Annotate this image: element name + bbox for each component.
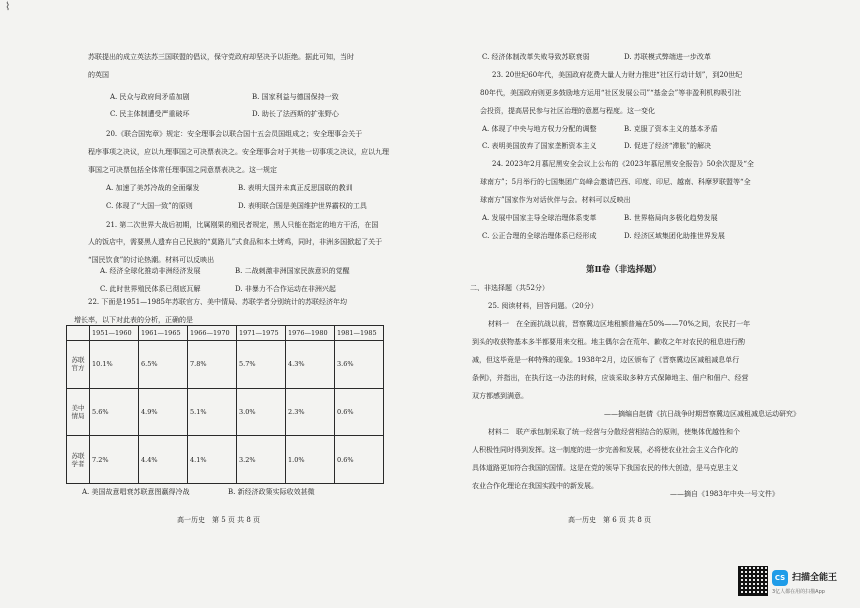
text-line: 球南方”；5月举行的七国集团广岛峰会邀请巴西、印度、印尼、越南、科摩罗联盟等“全: [480, 178, 751, 186]
table-cell: 1.0%: [286, 436, 335, 484]
table-row: [67, 341, 384, 389]
table-cell: 7.8%: [188, 341, 237, 389]
option: A. 民众与政府间矛盾加剧: [110, 93, 190, 101]
table-header: 1981—1985: [335, 326, 384, 341]
row-label: 美中情局: [67, 388, 90, 436]
table-corner: [67, 326, 90, 341]
option: B. 新经济政策实际收效甚微: [228, 488, 315, 496]
scanner-watermark: [738, 566, 856, 602]
table-cell: 2.3%: [286, 388, 335, 436]
growth-rate-table: [66, 325, 384, 484]
material-source: ——摘自《1983年中央一号文件》: [670, 490, 779, 498]
table-cell: 5.1%: [188, 388, 237, 436]
question-25: 25. 阅读材料，回答问题。（20分）: [488, 302, 598, 310]
table-header-row: [67, 326, 384, 341]
row-label: 苏联官方: [67, 341, 90, 389]
option: C. 公正合理的全球治理体系已经形成: [482, 232, 597, 240]
material-source: ——摘编自赵倩《抗日战争时期晋察冀边区减租减息运动研究》: [604, 410, 800, 418]
table-cell: 6.5%: [139, 341, 188, 389]
option: B. 世界格局向多极化趋势发展: [624, 214, 718, 222]
option: A. 加速了美苏冷战的全面爆发: [106, 184, 200, 192]
camscanner-logo-icon: CS: [772, 570, 788, 586]
option: D. 经济区域集团化助推世界发展: [624, 232, 725, 240]
material-line: 到头的收获物基本多半都要用来交租。地主偶尔会在荒年、歉收之年对农民的租息进行酌: [472, 338, 745, 346]
text-line: 80年代，美国政府则更多鼓励地方运用“社区发展公司”“基金会”等非盈利机构吸引社: [480, 89, 742, 97]
table-cell: 0.6%: [335, 436, 384, 484]
option: B. 克服了资本主义的基本矛盾: [624, 125, 718, 133]
question-23: 23. 20世纪60年代，美国政府花费大量人力财力推进“社区行动计划”，到20世纪: [492, 71, 743, 79]
page-footer: 高一历史 第 5 页 共 8 页: [177, 516, 261, 524]
row-label: 苏联学者: [67, 436, 90, 484]
question-21: 21. 第二次世界大战后初期，比属刚果的殖民者规定，黑人只能在指定的地方干活，在国: [106, 221, 379, 229]
material-line: 农业合作化理论在我国实践中的新发展。: [472, 482, 598, 490]
table-cell: 0.6%: [335, 388, 384, 436]
table-header: 1976—1980: [286, 326, 335, 341]
table-cell: 3.6%: [335, 341, 384, 389]
option: A. 体现了中央与地方权力分配的调整: [482, 125, 597, 133]
option: C. 民主体制遭受严重破坏: [110, 110, 190, 118]
text-line: 增长率，以下对此表的分析，正确的是: [74, 316, 193, 324]
question-20: 20.《联合国宪章》规定：安全理事会以联合国十五会员国组成之；安全理事会关于: [106, 130, 363, 138]
table-header: 1971—1975: [237, 326, 286, 341]
table-cell: 10.1%: [90, 341, 139, 389]
option: D. 表明联合国是美国维护世界霸权的工具: [238, 202, 367, 210]
material-line: 双方都感到满意。: [472, 392, 528, 400]
option: A. 发展中国家主导全球治理体系变革: [482, 214, 597, 222]
table-cell: 4.4%: [139, 436, 188, 484]
table-cell: 3.2%: [237, 436, 286, 484]
table-cell: 4.3%: [286, 341, 335, 389]
material-line: 人积极性同时得到发挥。这一制度的进一步完善和发展，必将使农业社会主义合作化的: [472, 446, 738, 454]
text-line: 会投资，提高居民参与社区治理的意愿与程度。这一变化: [480, 107, 655, 115]
text-line: 程序事项之决议，应以九理事国之可决票表决之。安全理事会对于其他一切事项之决议，应以九理: [88, 148, 389, 156]
fold-mark: ⌇: [5, 0, 11, 13]
right-page: [430, 0, 860, 608]
part-label: 二、非选择题（共52分）: [470, 284, 549, 292]
table-cell: 3.0%: [237, 388, 286, 436]
table-cell: 4.1%: [188, 436, 237, 484]
option: C. 此时世界殖民体系已彻底瓦解: [100, 285, 201, 293]
material-line: 减，但这毕竟是一种特殊的现象。1938年2月，边区颁布了《晋察冀边区减租减息单行: [472, 356, 740, 364]
option: C. 体现了“大国一致”的原则: [106, 202, 193, 210]
material-line: 条例》，并指出，在执行这一办法的时候，应该采取多种方式保障地主、佃户和佃户、经营: [472, 374, 749, 382]
option: A. 美国故意唱衰苏联意图赢得冷战: [82, 488, 190, 496]
text-line: “国民饮食”的讨论热潮。材料可以反映出: [88, 256, 215, 264]
table-cell: 5.6%: [90, 388, 139, 436]
option: D. 助长了法西斯的扩张野心: [252, 110, 339, 118]
option: C. 表明美国放弃了国家垄断资本主义: [482, 142, 597, 150]
table-header: 1951—1960: [90, 326, 139, 341]
text-line: 苏联提出的成立英法苏三国联盟的倡议，保守党政府却坚决予以拒绝。据此可知，当时: [88, 53, 354, 61]
option: D. 非暴力不合作运动在非洲兴起: [235, 285, 336, 293]
option: D. 苏联模式弊端进一步改革: [624, 53, 711, 61]
text-line: 球南方”国家作为对话伙伴与会。材料可以反映出: [480, 196, 631, 204]
material-line: 材料二 联产承包制采取了统一经营与分散经营相结合的原则，使集体优越性和个: [488, 428, 740, 436]
section-title: 第Ⅱ卷（非选择题）: [586, 265, 662, 275]
question-22: 22. 下面是1951—1985年苏联官方、美中情局、苏联学者分别统计的苏联经济年均: [88, 298, 347, 306]
table-cell: 7.2%: [90, 436, 139, 484]
table-header: 1961—1965: [139, 326, 188, 341]
table-row: [67, 436, 384, 484]
text-line: 的英国: [88, 71, 109, 79]
text-line: 事国之可决票包括全体常任理事国之同意票表决之。这一规定: [88, 166, 277, 174]
material-line: 具体道路更加符合我国的国情。这是在党的领导下我国农民的伟大创造，是马克思主义: [472, 464, 738, 472]
page-footer: 高一历史 第 6 页 共 8 页: [568, 516, 652, 524]
question-24: 24. 2023年2月慕尼黑安全会议上公布的《2023年慕尼黑安全报告》50余次提及“全: [492, 160, 754, 168]
qr-code-icon: [738, 566, 768, 596]
option: B. 国家利益与德国保持一致: [252, 93, 339, 101]
option: C. 经济体制改革失败导致苏联衰弱: [482, 53, 590, 61]
option: D. 促进了经济“滞胀”的解决: [624, 142, 711, 150]
table-cell: 4.9%: [139, 388, 188, 436]
option: B. 二战刺激非洲国家民族意识的觉醒: [235, 267, 350, 275]
scanner-app-name: 扫描全能王: [792, 573, 838, 583]
scanner-tagline: 3亿人都在用的扫描App: [772, 589, 825, 595]
option: B. 表明大国并未真正反思国联的教训: [238, 184, 353, 192]
text-line: 人的饭店中，需要黑人遗弃自己民族的“莫路儿”式食品和本土烤鸡，同时，非洲多国掀起了关于: [88, 238, 383, 246]
table-cell: 5.7%: [237, 341, 286, 389]
table-row: [67, 388, 384, 436]
option: A. 经济全球化推动非洲经济发展: [100, 267, 201, 275]
table-header: 1966—1970: [188, 326, 237, 341]
material-line: 材料一 在全面抗战以前，晋察冀边区地租额普遍在50%——70%之间，农民打一年: [488, 320, 751, 328]
